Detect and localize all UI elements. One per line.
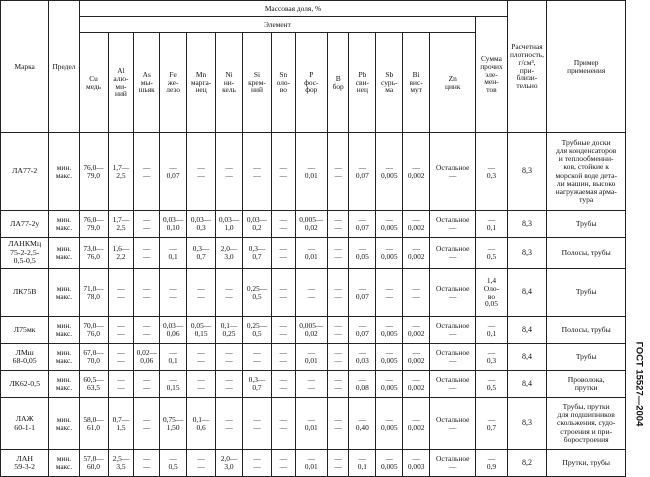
header-element: Элемент (79, 17, 476, 33)
value-cell: 0,03— 1,0 (216, 211, 243, 238)
limit-cell: мин. макс. (49, 238, 79, 269)
value-cell: 0,03— 0,06 (160, 317, 187, 344)
value-cell: 2,5— 3,5 (108, 450, 134, 477)
value-cell: — 0,005 (376, 211, 403, 238)
value-cell: — — (187, 344, 216, 371)
purpose-cell: Трубы (547, 211, 626, 238)
value-cell: — — (108, 269, 134, 317)
value-cell: — — (272, 211, 296, 238)
value-cell: — 0,005 (376, 133, 403, 211)
grade-cell: ЛАН 59-3-2 (1, 450, 49, 477)
header-element-3: Fe же- лезо (160, 33, 187, 133)
value-cell: — 0,03 (349, 344, 376, 371)
limit-cell: мин. макс. (49, 398, 79, 450)
value-cell: — — (403, 269, 430, 317)
value-cell: — 0,002 (403, 211, 430, 238)
value-cell: 0,03— 0,2 (242, 211, 271, 238)
value-cell: 1,4 Оло- во 0,05 (476, 269, 507, 317)
table-row (1, 211, 626, 238)
header-element-5: Ni ни- кель (216, 33, 243, 133)
value-cell: 57,0— 60,0 (79, 450, 108, 477)
grade-cell: ЛК62-0,5 (1, 371, 49, 398)
value-cell: 0,75— 1,50 (160, 398, 187, 450)
value-cell: — 0,9 (476, 450, 507, 477)
value-cell: — 0,002 (403, 317, 430, 344)
density-cell: 8,3 (507, 398, 547, 450)
value-cell: — — (272, 450, 296, 477)
value-cell: — 0,07 (160, 133, 187, 211)
value-cell: — — (134, 371, 160, 398)
table-row (1, 344, 626, 371)
purpose-cell: Трубы (547, 269, 626, 317)
grade-cell: ЛА77-2 (1, 133, 49, 211)
value-cell: 71,0— 78,0 (79, 269, 108, 317)
value-cell: — — (295, 371, 327, 398)
value-cell: — — (108, 344, 134, 371)
header-element-7: Sn оло- во (272, 33, 296, 133)
value-cell: — 0,005 (376, 398, 403, 450)
value-cell: — — (216, 371, 243, 398)
purpose-cell: Проволока, прутки (547, 371, 626, 398)
value-cell: — 0,5 (476, 238, 507, 269)
value-cell: 0,03— 0,10 (160, 211, 187, 238)
value-cell: — 0,003 (403, 450, 430, 477)
density-cell: 8,3 (507, 133, 547, 211)
value-cell: — 0,002 (403, 238, 430, 269)
header-element-8: P фос- фор (295, 33, 327, 133)
limit-cell: мин. макс. (49, 450, 79, 477)
density-cell: 8,2 (507, 450, 547, 477)
value-cell: 0,3— 0,7 (242, 238, 271, 269)
value-cell: — 0,005 (376, 450, 403, 477)
value-cell: — — (376, 269, 403, 317)
value-cell: 0,3— 0,7 (187, 238, 216, 269)
value-cell: Остальное — (430, 238, 476, 269)
density-cell: 8,3 (507, 238, 547, 269)
value-cell: — 0,1 (160, 344, 187, 371)
header-purpose: Пример применения (547, 1, 626, 133)
density-cell: 8,3 (507, 211, 547, 238)
value-cell: — — (134, 450, 160, 477)
value-cell: 0,3— 0,7 (242, 371, 271, 398)
purpose-cell: Полосы, трубы (547, 317, 626, 344)
value-cell: — — (187, 450, 216, 477)
value-cell: 0,25— 0,5 (242, 317, 271, 344)
value-cell: — — (108, 371, 134, 398)
table-row (1, 450, 626, 477)
value-cell: — — (327, 238, 349, 269)
value-cell: 0,05— 0,15 (187, 317, 216, 344)
value-cell: — — (216, 344, 243, 371)
value-cell: — — (327, 269, 349, 317)
value-cell: 0,03— 0,3 (187, 211, 216, 238)
value-cell: Остальное — (430, 371, 476, 398)
value-cell: — — (134, 238, 160, 269)
value-cell: Остальное — (430, 344, 476, 371)
header-element-6: Si крем- ний (242, 33, 271, 133)
table-row (1, 398, 626, 450)
header-element-4: Mn марга- нец (187, 33, 216, 133)
value-cell: — — (134, 269, 160, 317)
value-cell: — 0,08 (349, 371, 376, 398)
value-cell: — 0,3 (476, 344, 507, 371)
grade-cell: ЛК75В (1, 269, 49, 317)
value-cell: — 0,7 (476, 398, 507, 450)
value-cell: 76,0— 79,0 (79, 133, 108, 211)
density-cell: 8,4 (507, 269, 547, 317)
header-element-1: Al алю- ми- ний (108, 33, 134, 133)
grade-cell: ЛМш 68-0,05 (1, 344, 49, 371)
value-cell: — — (272, 238, 296, 269)
value-cell: — 0,01 (295, 238, 327, 269)
header-other-sum: Сумма прочих эле- мен- тов (476, 17, 507, 133)
density-cell: 8,4 (507, 317, 547, 344)
header-limit: Предел (49, 1, 79, 133)
header-element-12: Bi вис- мут (403, 33, 430, 133)
table-row (1, 238, 626, 269)
header-mass-fraction: Массовая доля, % (79, 1, 507, 17)
value-cell: — — (272, 133, 296, 211)
density-cell: 8,4 (507, 371, 547, 398)
purpose-cell: Полосы, трубы (547, 238, 626, 269)
value-cell: — 0,01 (295, 344, 327, 371)
header-element-11: Sb сурь- ма (376, 33, 403, 133)
value-cell: — 0,01 (295, 133, 327, 211)
value-cell: — — (327, 371, 349, 398)
limit-cell: мин. макс. (49, 371, 79, 398)
value-cell: 1,7— 2,5 (108, 211, 134, 238)
value-cell: 73,0— 76,0 (79, 238, 108, 269)
value-cell: — — (327, 211, 349, 238)
value-cell: Остальное — (430, 133, 476, 211)
value-cell: — — (242, 133, 271, 211)
value-cell: Остальное — (430, 398, 476, 450)
value-cell: — 0,005 (376, 344, 403, 371)
purpose-cell: Прутки, трубы (547, 450, 626, 477)
gost-label: ГОСТ 15527—2004 (633, 341, 645, 426)
limit-cell: мин. макс. (49, 133, 79, 211)
purpose-cell: Трубы (547, 344, 626, 371)
value-cell: — 0,01 (295, 450, 327, 477)
value-cell: — — (187, 133, 216, 211)
value-cell: — — (242, 344, 271, 371)
header-element-13: Zn цинк (430, 33, 476, 133)
value-cell: 0,02— 0,06 (134, 344, 160, 371)
value-cell: — — (242, 450, 271, 477)
value-cell: — — (160, 269, 187, 317)
table-row (1, 317, 626, 344)
value-cell: — 0,01 (295, 398, 327, 450)
value-cell: — 0,1 (476, 317, 507, 344)
value-cell: — 0,002 (403, 133, 430, 211)
value-cell: — — (242, 398, 271, 450)
value-cell: 67,0— 70,0 (79, 344, 108, 371)
value-cell: — 0,5 (160, 450, 187, 477)
value-cell: 76,0— 79,0 (79, 211, 108, 238)
value-cell: — — (272, 344, 296, 371)
value-cell: — — (108, 317, 134, 344)
value-cell: — 0,002 (403, 398, 430, 450)
limit-cell: мин. макс. (49, 211, 79, 238)
value-cell: — — (272, 371, 296, 398)
value-cell: — — (327, 344, 349, 371)
value-cell: — 0,07 (349, 211, 376, 238)
grade-cell: Л75мк (1, 317, 49, 344)
value-cell: 60,5— 63,5 (79, 371, 108, 398)
value-cell: — — (272, 269, 296, 317)
grade-cell: ЛА77-2у (1, 211, 49, 238)
value-cell: Остальное — (430, 269, 476, 317)
header-grade: Марка (1, 1, 49, 133)
value-cell: 0,1— 0,25 (216, 317, 243, 344)
purpose-cell: Трубные доски для конденсаторов и теплообменни- ков, стойкие к морской воде дета- ли машин, высоко нагружаемая арма- тура (547, 133, 626, 211)
value-cell: Остальное — (430, 211, 476, 238)
value-cell: — 0,07 (349, 317, 376, 344)
value-cell: 2,0— 3,0 (216, 450, 243, 477)
value-cell: — — (134, 398, 160, 450)
value-cell: — — (134, 317, 160, 344)
value-cell: 1,7— 2,5 (108, 133, 134, 211)
value-cell: — — (216, 133, 243, 211)
value-cell: — — (327, 133, 349, 211)
value-cell: — 0,07 (349, 269, 376, 317)
value-cell: — — (295, 269, 327, 317)
purpose-cell: Трубы, прутки для подшипников скольжения, судо- строения и при- боростроения (547, 398, 626, 450)
value-cell: Остальное — (430, 317, 476, 344)
value-cell: — 0,40 (349, 398, 376, 450)
value-cell: 0,1— 0,6 (187, 398, 216, 450)
value-cell: — 0,005 (376, 317, 403, 344)
value-cell: 70,0— 76,0 (79, 317, 108, 344)
side-document-label (631, 331, 647, 436)
density-cell: 8,4 (507, 344, 547, 371)
value-cell: — 0,1 (476, 211, 507, 238)
value-cell: — 0,002 (403, 371, 430, 398)
value-cell: — 0,005 (376, 371, 403, 398)
header-element-2: As мы- шьяк (134, 33, 160, 133)
limit-cell: мин. макс. (49, 344, 79, 371)
grade-cell: ЛАНКМц 75-2-2,5- 0,5-0,5 (1, 238, 49, 269)
value-cell: — 0,002 (403, 344, 430, 371)
value-cell: — — (216, 269, 243, 317)
value-cell: 1,6— 2,2 (108, 238, 134, 269)
value-cell: 0,25— 0,5 (242, 269, 271, 317)
value-cell: — 0,005 (376, 238, 403, 269)
grade-cell: ЛАЖ 60-1-1 (1, 398, 49, 450)
value-cell: — 0,1 (160, 238, 187, 269)
value-cell: — 0,05 (349, 238, 376, 269)
value-cell: — — (327, 317, 349, 344)
value-cell: — — (134, 133, 160, 211)
table-row (1, 133, 626, 211)
value-cell: — 0,3 (476, 133, 507, 211)
value-cell: — 0,15 (160, 371, 187, 398)
value-cell: Остальное — (430, 450, 476, 477)
limit-cell: мин. макс. (49, 317, 79, 344)
value-cell: 58,0— 61,0 (79, 398, 108, 450)
value-cell: — 0,5 (476, 371, 507, 398)
value-cell: — — (187, 269, 216, 317)
header-density: Расчетная плотность, г/см³, при- близи- тельно (507, 1, 547, 133)
value-cell: 0,7— 1,5 (108, 398, 134, 450)
value-cell: 2,0— 3,0 (216, 238, 243, 269)
header-element-0: Cu медь (79, 33, 108, 133)
table-row (1, 269, 626, 317)
value-cell: — — (272, 398, 296, 450)
value-cell: — — (134, 211, 160, 238)
limit-cell: мин. макс. (49, 269, 79, 317)
value-cell: — — (187, 371, 216, 398)
header-element-10: Pb сви- нец (349, 33, 376, 133)
table-row (1, 371, 626, 398)
value-cell: — — (327, 450, 349, 477)
value-cell: — 0,1 (349, 450, 376, 477)
value-cell: — — (327, 398, 349, 450)
value-cell: — — (216, 398, 243, 450)
value-cell: — 0,07 (349, 133, 376, 211)
value-cell: 0,005— 0,02 (295, 317, 327, 344)
value-cell: 0,005— 0,02 (295, 211, 327, 238)
value-cell: — — (272, 317, 296, 344)
header-element-9: B бор (327, 33, 349, 133)
